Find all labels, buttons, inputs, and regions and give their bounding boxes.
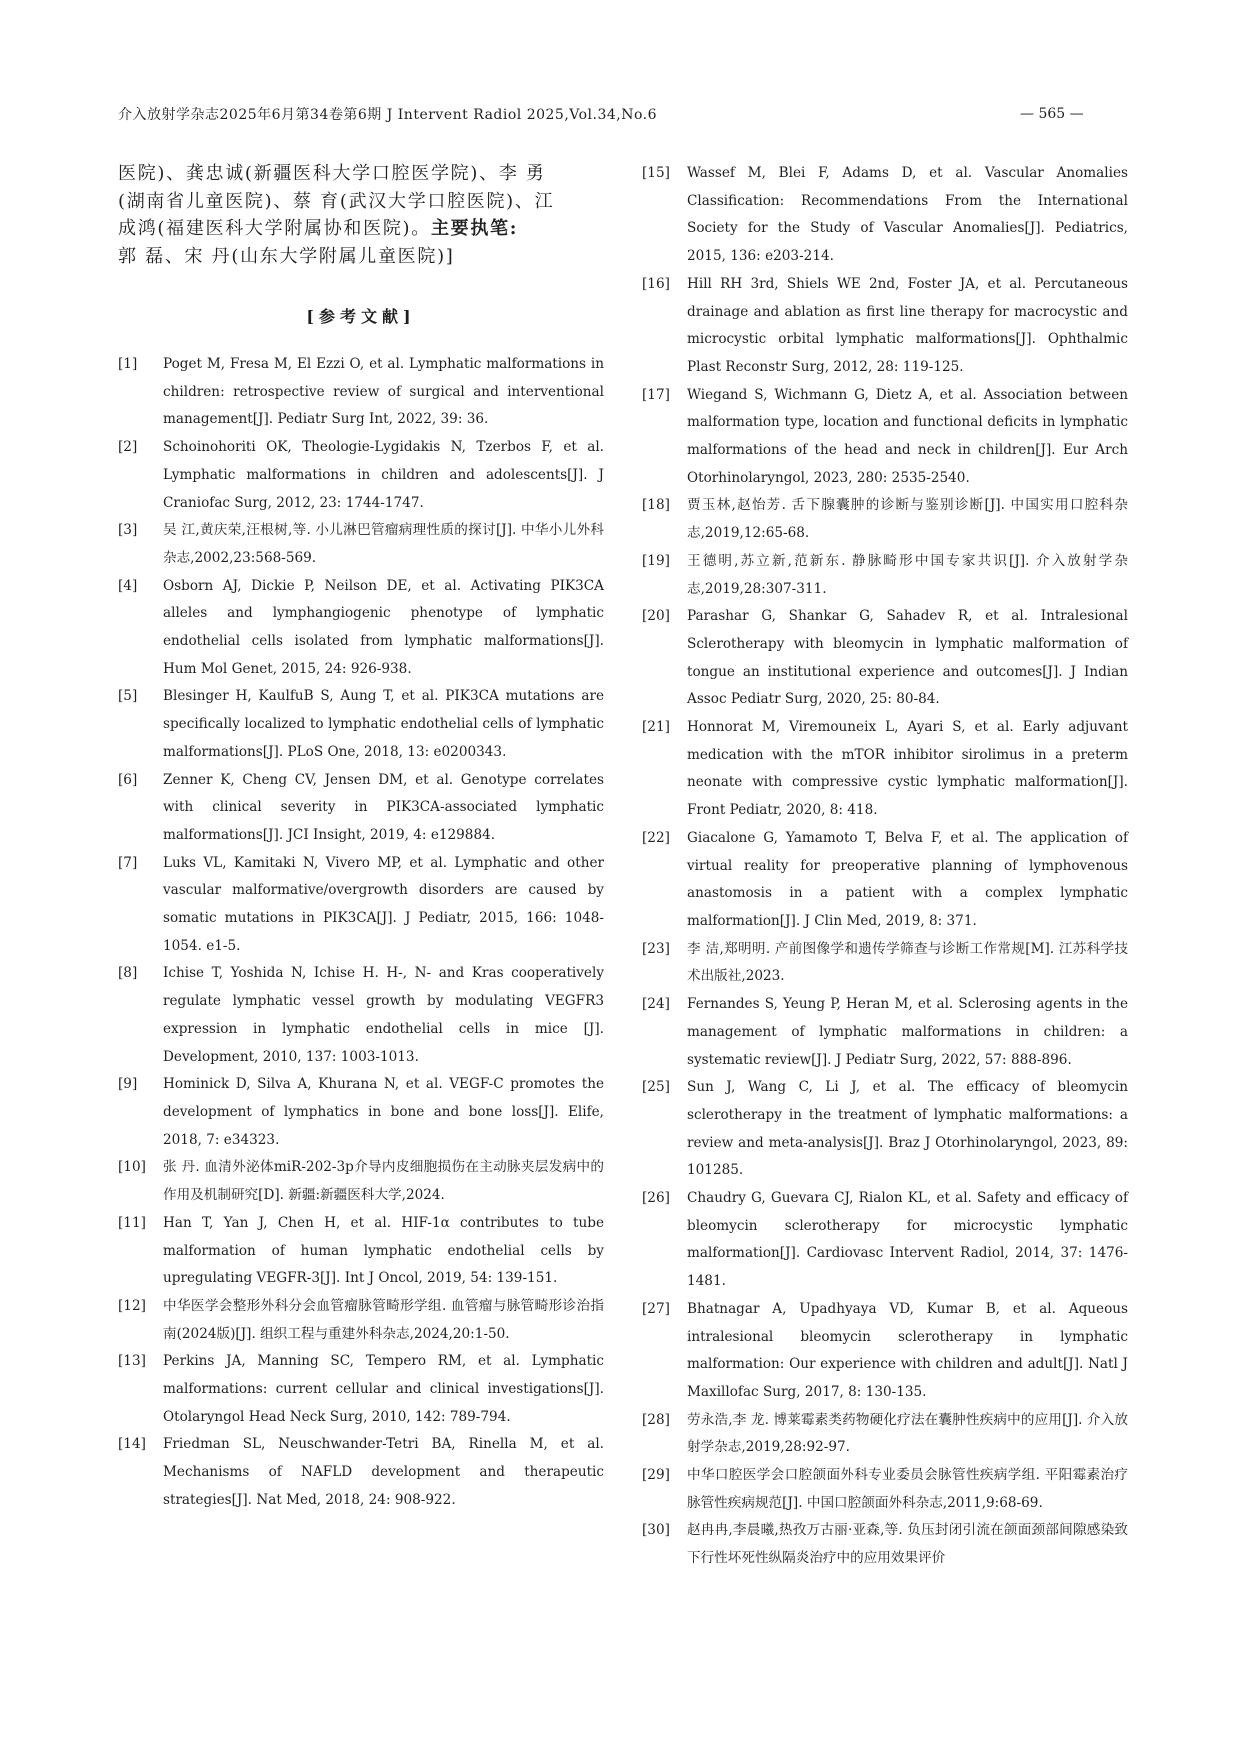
reference-number: [25] — [642, 1079, 670, 1096]
reference-text: Wiegand S, Wichmann G, Dietz A, et al. Association between malformation type, location and functional deficits in lymphatic malformations of the head and neck in children[J]. Eur Arch Otorhinolaryngol, 2023, 280: 2535-2540. — [687, 386, 1128, 486]
reference-item — [642, 382, 1128, 493]
running-header: 介入放射学杂志2025年6月第34卷第6期 J Intervent Radiol 2025,Vol.34,No.6 — [118, 107, 658, 123]
reference-item — [118, 850, 604, 961]
reference-list-left — [118, 351, 604, 1515]
intro-line-3 — [118, 215, 604, 243]
reference-text: Ichise T, Yoshida N, Ichise H. H-, N- and Kras cooperatively regulate lymphatic vessel growth by modulating VEGFR3 expression in lymphatic endothelial cells in mice [J]. Development, 2010, 137: 1003-1013. — [163, 965, 604, 1065]
reference-number: [16] — [642, 275, 670, 292]
reference-number: [21] — [642, 719, 670, 736]
reference-item — [118, 1071, 604, 1154]
reference-text: 赵冉冉,李晨曦,热孜万古丽·亚森,等. 负压封闭引流在颌面颈部间隙感染致下行性坏死性纵隔炎治疗中的应用效果评价 — [687, 1522, 1128, 1567]
page-number: — 565 — — [1020, 106, 1084, 122]
reference-number: [30] — [642, 1522, 670, 1539]
intro-line-1: 医院)、龚忠诚(新疆医科大学口腔医学院)、李 勇 — [118, 163, 546, 184]
reference-number: [3] — [118, 522, 138, 539]
reference-item — [642, 1296, 1128, 1407]
reference-item — [118, 517, 604, 572]
reference-item — [642, 825, 1128, 936]
reference-number: [27] — [642, 1300, 670, 1317]
reference-number: [22] — [642, 829, 670, 846]
reference-number: [14] — [118, 1436, 146, 1453]
reference-text: 贾玉林,赵怡芳. 舌下腺囊肿的诊断与鉴别诊断[J]. 中国实用口腔科杂志,2019,12:65-68. — [687, 497, 1128, 542]
reference-number: [7] — [118, 854, 138, 871]
reference-text: Hominick D, Silva A, Khurana N, et al. VEGF-C promotes the development of lymphatics in bone and bone loss[J]. Elife, 2018, 7: e34323. — [163, 1076, 604, 1148]
reference-item — [642, 548, 1128, 603]
reference-number: [12] — [118, 1297, 146, 1314]
reference-item — [642, 714, 1128, 825]
reference-number: [10] — [118, 1159, 146, 1176]
reference-number: [23] — [642, 940, 670, 957]
reference-item — [118, 351, 604, 434]
reference-number: [20] — [642, 608, 670, 625]
reference-number: [13] — [118, 1353, 146, 1370]
reference-text: Wassef M, Blei F, Adams D, et al. Vascular Anomalies Classification: Recommendations From the International Society for the Study of Vascular Anomalies[J]. Pediatrics, 2015, 136: e203-214. — [687, 165, 1128, 265]
reference-item — [118, 1431, 604, 1514]
reference-item — [642, 1462, 1128, 1517]
reference-text: 劳永浩,李 龙. 博莱霉素类药物硬化疗法在囊肿性疾病中的应用[J]. 介入放射学杂志,2019,28:92-97. — [687, 1411, 1128, 1456]
reference-text: Bhatnagar A, Upadhyaya VD, Kumar B, et al. Aqueous intralesional bleomycin sclerotherapy in lymphatic malformation: Our experience with children and adult[J]. Natl J Maxillofac Surg, 2017, 8: 130-135. — [687, 1300, 1128, 1400]
reference-item — [118, 683, 604, 766]
reference-text: 中华口腔医学会口腔颌面外科专业委员会脉管性疾病学组. 平阳霉素治疗脉管性疾病规范[J]. 中国口腔颌面外科杂志,2011,9:68-69. — [687, 1467, 1128, 1511]
reference-text: 王德明,苏立新,范新东. 静脉畸形中国专家共识[J]. 介入放射学杂志,2019,28:307-311. — [687, 552, 1128, 597]
reference-item — [118, 960, 604, 1071]
reference-list-right — [642, 160, 1128, 1573]
reference-text: 吴 江,黄庆荣,汪根树,等. 小儿淋巴管瘤病理性质的探讨[J]. 中华小儿外科杂志,2002,23:568-569. — [163, 522, 604, 566]
reference-text: Luks VL, Kamitaki N, Vivero MP, et al. Lymphatic and other vascular malformative/overgrowth disorders are caused by somatic mutations in PIK3CA[J]. J Pediatr, 2015, 166: 1048-1054. e1-5. — [163, 854, 604, 954]
reference-text: Fernandes S, Yeung P, Heran M, et al. Sclerosing agents in the management of lymphatic malformations in children: a systematic review[J]. J Pediatr Surg, 2022, 57: 888-896. — [687, 996, 1128, 1068]
reference-text: 张 丹. 血清外泌体miR-202-3p介导内皮细胞损伤在主动脉夹层发病中的作用及机制研究[D]. 新疆:新疆医科大学,2024. — [163, 1159, 604, 1204]
reference-item — [642, 271, 1128, 382]
reference-text: Sun J, Wang C, Li J, et al. The efficacy of bleomycin sclerotherapy in the treatment of lymphatic malformations: a review and meta-analysis[J]. Braz J Otorhinolaryngol, 2023, 89: 101285. — [687, 1079, 1128, 1179]
intro-line-3-text: 成鸿(福建医科大学附属协和医院)。 — [118, 218, 431, 239]
reference-item — [118, 1210, 604, 1293]
intro-line-2: (湖南省儿童医院)、蔡 育(武汉大学口腔医院)、江 — [118, 190, 555, 212]
reference-number: [19] — [642, 552, 670, 569]
reference-text: Giacalone G, Yamamoto T, Belva F, et al. The application of virtual reality for preoperative planning of lymphovenous anastomosis in a patient with a complex lymphatic malformation[J]. J Clin Med, 2019, 8: 371. — [687, 829, 1128, 929]
reference-item — [642, 991, 1128, 1074]
reference-item — [642, 936, 1128, 991]
reference-number: [5] — [118, 688, 138, 705]
reference-text: Osborn AJ, Dickie P, Neilson DE, et al. Activating PIK3CA alleles and lymphangiogenic phenotype of lymphatic endothelial cells isolated from lymphatic malformations[J]. Hum Mol Genet, 2015, 24: 926-938. — [163, 577, 604, 677]
reference-text: Parashar G, Shankar G, Sahadev R, et al. Intralesional Sclerotherapy with bleomycin in lymphatic malformation of tongue an institutional experience and outcomes[J]. J Indian Assoc Pediatr Surg, 2020, 25: 80-84. — [687, 608, 1128, 708]
reference-item — [642, 1407, 1128, 1462]
reference-text: Zenner K, Cheng CV, Jensen DM, et al. Genotype correlates with clinical severity in PIK3CA-associated lymphatic malformations[J]. JCI Insight, 2019, 4: e129884. — [163, 771, 604, 843]
reference-item — [118, 434, 604, 517]
reference-text: 中华医学会整形外科分会血管瘤脉管畸形学组. 血管瘤与脉管畸形诊治指南(2024版)[J]. 组织工程与重建外科杂志,2024,20:1-50. — [163, 1297, 604, 1342]
reference-text: Friedman SL, Neuschwander-Tetri BA, Rinella M, et al. Mechanisms of NAFLD development and therapeutic strategies[J]. Nat Med, 2018, 24: 908-922. — [163, 1436, 604, 1508]
reference-number: [17] — [642, 386, 670, 403]
reference-text: Schoinohoriti OK, Theologie-Lygidakis N, Tzerbos F, et al. Lymphatic malformations in children and adolescents[J]. J Craniofac Surg, 2012, 23: 1744-1747. — [163, 439, 604, 511]
reference-number: [26] — [642, 1190, 670, 1207]
left-column — [118, 160, 604, 1515]
reference-text: Poget M, Fresa M, El Ezzi O, et al. Lymphatic malformations in children: retrospective review of surgical and interventional management[J]. Pediatr Surg Int, 2022, 39: 36. — [163, 356, 604, 428]
reference-number: [8] — [118, 965, 138, 982]
reference-number: [11] — [118, 1214, 146, 1231]
reference-item — [118, 1154, 604, 1209]
reference-number: [9] — [118, 1076, 138, 1093]
reference-number: [15] — [642, 165, 670, 181]
reference-item — [118, 767, 604, 850]
reference-text: Hill RH 3rd, Shiels WE 2nd, Foster JA, et al. Percutaneous drainage and ablation as first line therapy for macrocystic and microcystic orbital lymphatic malformations[J]. Ophthalmic Plast Reconstr Surg, 2012, 28: 119-125. — [687, 275, 1128, 375]
reference-text: Chaudry G, Guevara CJ, Rialon KL, et al. Safety and efficacy of bleomycin sclerotherapy for microcystic lymphatic malformation[J]. Cardiovasc Intervent Radiol, 2014, 37: 1476-1481. — [687, 1190, 1128, 1290]
right-column — [642, 160, 1128, 1573]
references-heading: [参考文献] — [306, 307, 416, 326]
reference-item — [642, 160, 1128, 271]
reference-item — [642, 492, 1128, 547]
reference-text: Han T, Yan J, Chen H, et al. HIF-1α contributes to tube malformation of human lymphatic endothelial cells by upregulating VEGFR-3[J]. Int J Oncol, 2019, 54: 139-151. — [163, 1214, 604, 1287]
reference-item — [118, 1293, 604, 1348]
reference-item — [642, 1517, 1128, 1572]
reference-item — [118, 1348, 604, 1431]
reference-number: [18] — [642, 497, 670, 514]
reference-number: [4] — [118, 577, 138, 594]
reference-item — [642, 603, 1128, 714]
reference-text: 李 洁,郑明明. 产前图像学和遗传学筛查与诊断工作常规[M]. 江苏科学技术出版社,2023. — [687, 940, 1128, 985]
reference-item — [642, 1185, 1128, 1296]
intro-line-4: 郭 磊、宋 丹(山东大学附属儿童医院)] — [118, 245, 455, 267]
reference-number: [28] — [642, 1411, 670, 1428]
reference-number: [2] — [118, 439, 138, 456]
reference-number: [6] — [118, 771, 138, 788]
lead-author-label: 主要执笔: — [430, 218, 519, 239]
reference-text: Perkins JA, Manning SC, Tempero RM, et al. Lymphatic malformations: current cellular and clinical investigations[J]. Otolaryngol Head Neck Surg, 2010, 142: 789-794. — [163, 1353, 604, 1425]
reference-number: [1] — [118, 356, 138, 372]
reference-text: Honnorat M, Viremouneix L, Ayari S, et al. Early adjuvant medication with the mTOR inhibitor sirolimus in a preterm neonate with compressive cystic lymphatic malformation[J]. Front Pediatr, 2020, 8: 418. — [687, 719, 1128, 819]
reference-text: Blesinger H, KaulfuB S, Aung T, et al. PIK3CA mutations are specifically localized to lymphatic endothelial cells of lymphatic malformations[J]. PLoS One, 2018, 13: e0200343. — [163, 688, 604, 760]
reference-item — [642, 1074, 1128, 1185]
reference-item — [118, 573, 604, 684]
reference-number: [24] — [642, 996, 670, 1013]
reference-number: [29] — [642, 1467, 670, 1484]
